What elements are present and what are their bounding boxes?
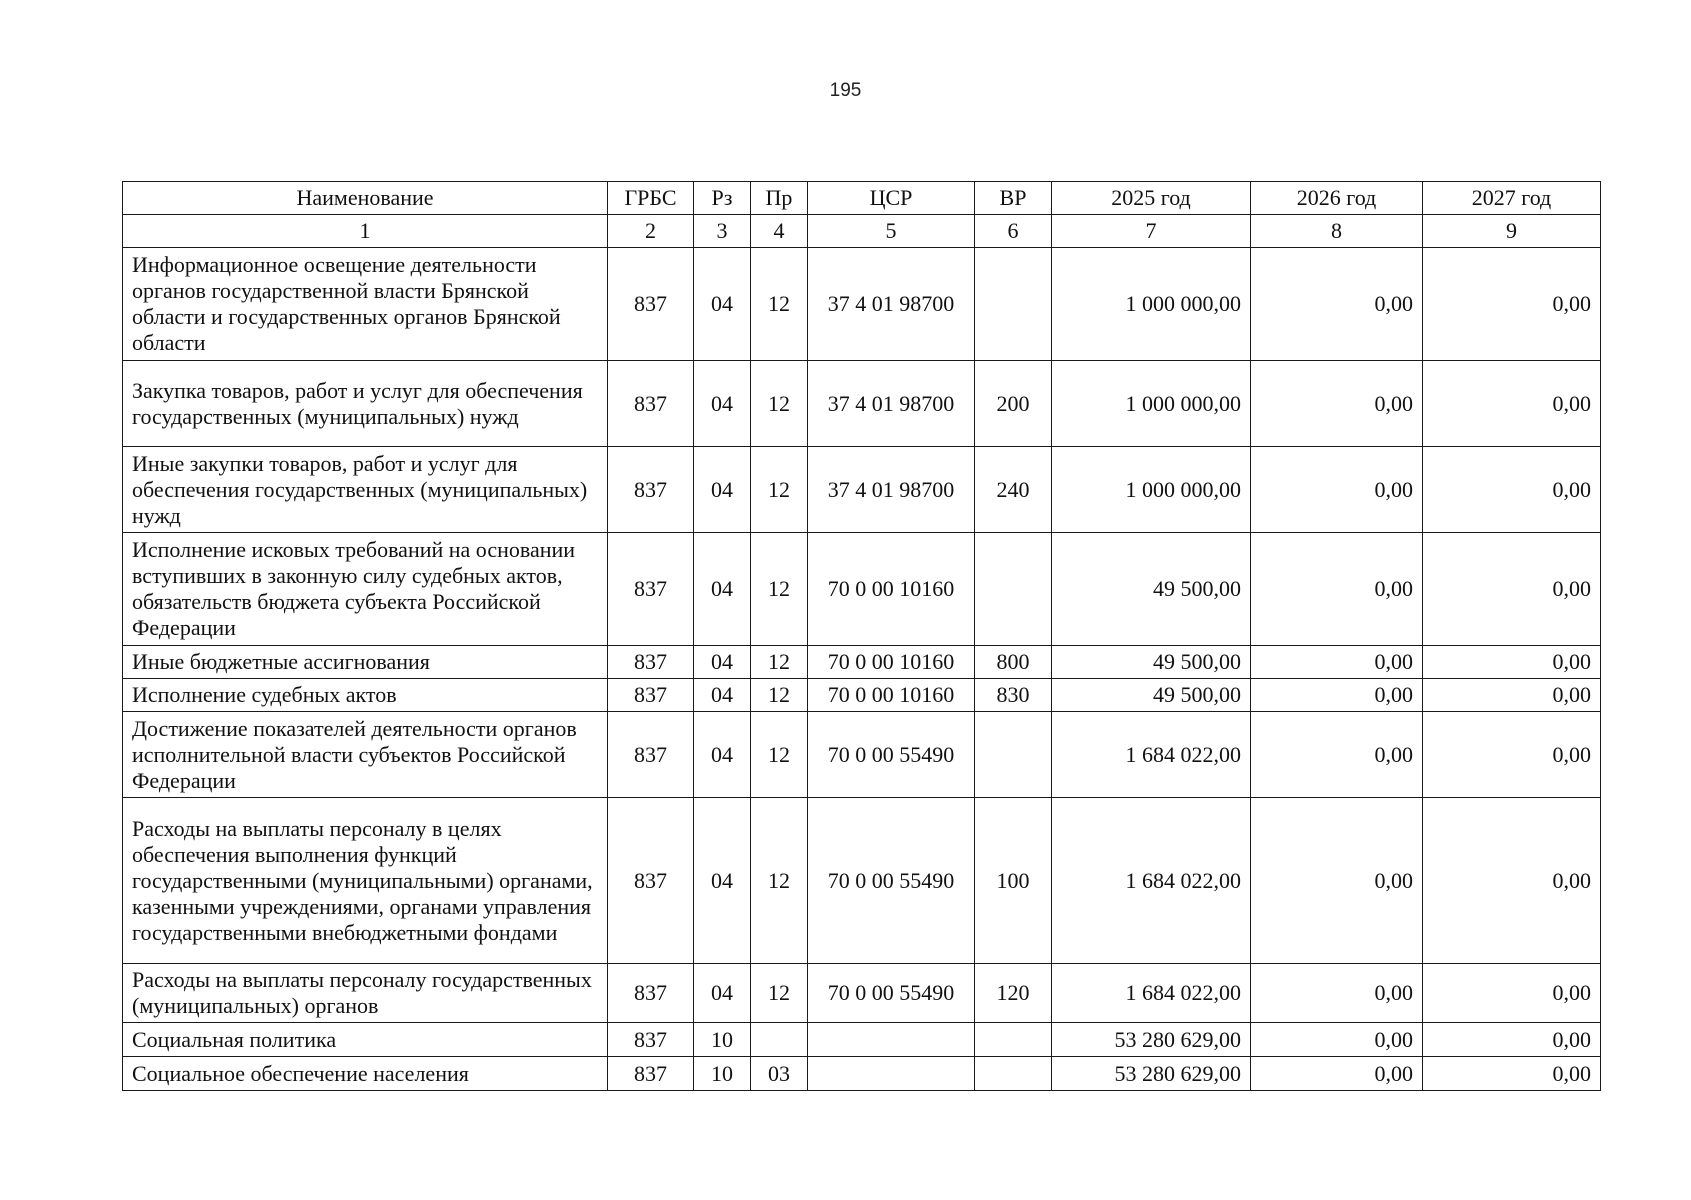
header-pr: Пр [751,182,808,215]
row-grbs: 837 [608,248,694,361]
row-grbs: 837 [608,964,694,1023]
row-grbs: 837 [608,679,694,712]
row-vr: 800 [975,646,1052,679]
row-csr: 70 0 00 55490 [808,798,975,964]
table-row [123,361,1601,447]
row-pr: 12 [751,964,808,1023]
row-csr [808,1057,975,1091]
column-number: 6 [975,215,1052,248]
column-number: 1 [123,215,608,248]
row-name: Исполнение судебных актов [123,679,608,712]
row-vr: 200 [975,361,1052,447]
row-pr: 03 [751,1057,808,1091]
header-row [123,182,1601,215]
row-rz: 04 [694,964,751,1023]
row-2027: 0,00 [1423,248,1601,361]
row-name: Расходы на выплаты персоналу в целях обеспечения выполнения функций государственными (муниципальными) органами, казенными учреждениями, органами управления государственными внебюджетными фондами [123,798,608,964]
row-grbs: 837 [608,646,694,679]
table-row [123,248,1601,361]
column-number: 7 [1052,215,1251,248]
row-2025: 1 000 000,00 [1052,447,1251,533]
header-2027: 2027 год [1423,182,1601,215]
row-2027: 0,00 [1423,798,1601,964]
row-2026: 0,00 [1251,533,1423,646]
row-rz: 10 [694,1057,751,1091]
row-rz: 10 [694,1023,751,1057]
row-pr: 12 [751,679,808,712]
row-pr: 12 [751,248,808,361]
row-2026: 0,00 [1251,712,1423,798]
row-vr [975,1057,1052,1091]
row-name: Иные закупки товаров, работ и услуг для обеспечения государственных (муниципальных) нужд [123,447,608,533]
row-csr: 70 0 00 10160 [808,533,975,646]
row-grbs: 837 [608,712,694,798]
column-number: 5 [808,215,975,248]
row-2025: 1 000 000,00 [1052,361,1251,447]
row-vr [975,1023,1052,1057]
table-body [123,248,1601,1091]
row-csr: 37 4 01 98700 [808,447,975,533]
table-row [123,798,1601,964]
row-2026: 0,00 [1251,248,1423,361]
header-grbs: ГРБС [608,182,694,215]
row-name: Закупка товаров, работ и услуг для обеспечения государственных (муниципальных) нужд [123,361,608,447]
row-pr: 12 [751,533,808,646]
row-vr: 100 [975,798,1052,964]
row-rz: 04 [694,533,751,646]
table-row [123,646,1601,679]
row-2027: 0,00 [1423,1023,1601,1057]
row-2026: 0,00 [1251,447,1423,533]
row-2026: 0,00 [1251,679,1423,712]
row-pr: 12 [751,798,808,964]
row-name: Информационное освещение деятельности органов государственной власти Брянской области и государственных органов Брянской области [123,248,608,361]
row-2025: 53 280 629,00 [1052,1057,1251,1091]
row-vr [975,248,1052,361]
row-grbs: 837 [608,1023,694,1057]
row-2025: 49 500,00 [1052,646,1251,679]
row-grbs: 837 [608,798,694,964]
row-grbs: 837 [608,361,694,447]
row-2026: 0,00 [1251,964,1423,1023]
header-name: Наименование [123,182,608,215]
header-2025: 2025 год [1052,182,1251,215]
row-pr: 12 [751,447,808,533]
row-2027: 0,00 [1423,964,1601,1023]
row-2026: 0,00 [1251,1023,1423,1057]
column-number-row [123,215,1601,248]
row-rz: 04 [694,798,751,964]
row-name: Расходы на выплаты персоналу государственных (муниципальных) органов [123,964,608,1023]
row-csr: 70 0 00 55490 [808,964,975,1023]
row-2027: 0,00 [1423,361,1601,447]
row-csr: 37 4 01 98700 [808,361,975,447]
row-csr: 70 0 00 10160 [808,646,975,679]
row-vr: 830 [975,679,1052,712]
column-number: 2 [608,215,694,248]
row-pr [751,1023,808,1057]
row-name: Достижение показателей деятельности органов исполнительной власти субъектов Российской Федерации [123,712,608,798]
table-row [123,1057,1601,1091]
row-name: Иные бюджетные ассигнования [123,646,608,679]
row-csr: 37 4 01 98700 [808,248,975,361]
row-2027: 0,00 [1423,533,1601,646]
row-2025: 1 000 000,00 [1052,248,1251,361]
table-row [123,964,1601,1023]
row-rz: 04 [694,679,751,712]
row-2025: 49 500,00 [1052,533,1251,646]
row-vr [975,712,1052,798]
row-2025: 1 684 022,00 [1052,798,1251,964]
row-2027: 0,00 [1423,646,1601,679]
column-number: 3 [694,215,751,248]
header-rz: Рз [694,182,751,215]
table-row [123,533,1601,646]
row-csr [808,1023,975,1057]
column-number: 4 [751,215,808,248]
table-header [123,182,1601,248]
row-csr: 70 0 00 55490 [808,712,975,798]
row-rz: 04 [694,447,751,533]
row-2026: 0,00 [1251,361,1423,447]
table-row [123,1023,1601,1057]
row-2026: 0,00 [1251,798,1423,964]
row-rz: 04 [694,248,751,361]
row-rz: 04 [694,712,751,798]
row-grbs: 837 [608,447,694,533]
row-rz: 04 [694,646,751,679]
row-rz: 04 [694,361,751,447]
table-row [123,712,1601,798]
row-vr: 120 [975,964,1052,1023]
header-2026: 2026 год [1251,182,1423,215]
budget-table [122,181,1601,1091]
row-name: Социальная политика [123,1023,608,1057]
row-2027: 0,00 [1423,679,1601,712]
row-vr [975,533,1052,646]
row-2025: 1 684 022,00 [1052,712,1251,798]
row-2027: 0,00 [1423,447,1601,533]
row-2025: 53 280 629,00 [1052,1023,1251,1057]
row-pr: 12 [751,646,808,679]
page-number: 195 [829,80,862,101]
row-pr: 12 [751,361,808,447]
table-row [123,447,1601,533]
row-name: Исполнение исковых требований на основании вступивших в законную силу судебных актов, обязательств бюджета субъекта Российской Федерации [123,533,608,646]
header-vr: ВР [975,182,1052,215]
header-csr: ЦСР [808,182,975,215]
row-2025: 49 500,00 [1052,679,1251,712]
column-number: 9 [1423,215,1601,248]
row-vr: 240 [975,447,1052,533]
row-2027: 0,00 [1423,1057,1601,1091]
row-grbs: 837 [608,533,694,646]
row-grbs: 837 [608,1057,694,1091]
row-csr: 70 0 00 10160 [808,679,975,712]
row-2026: 0,00 [1251,1057,1423,1091]
row-pr: 12 [751,712,808,798]
row-2026: 0,00 [1251,646,1423,679]
column-number: 8 [1251,215,1423,248]
row-name: Социальное обеспечение населения [123,1057,608,1091]
row-2025: 1 684 022,00 [1052,964,1251,1023]
row-2027: 0,00 [1423,712,1601,798]
table-row [123,679,1601,712]
